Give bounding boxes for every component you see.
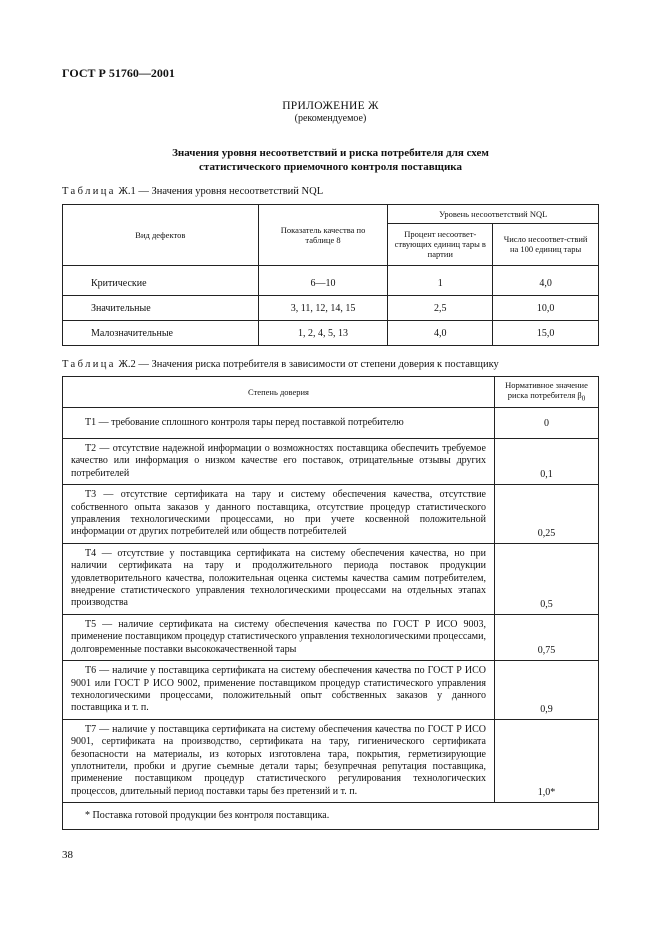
percent-value: 1 [388,266,493,296]
appendix-heading [0,146,661,174]
risk-value: 0,75 [495,614,599,660]
risk-value: 1,0* [495,719,599,802]
trust-description: Т6 — наличие у поставщика сертификата на систему обеспечения качества по ГОСТ Р ИСО 9001 или ГОСТ Р ИСО 9002, применение поставщиком процедур статистического управления технологическими процессами, положительный опыт собственных заказов у данного поставщика и т. п. [63,661,495,720]
per100-value: 10,0 [493,296,599,321]
risk-value: 0,1 [495,439,599,485]
footnote-row [63,803,599,830]
header-percent: Процент несоответ-ствующих единиц тары в партии [388,223,493,265]
consumer-risk-table [62,376,599,830]
table-row [63,485,599,544]
header-risk-value [495,377,599,408]
table-row [63,543,599,614]
header-risk-subscript: 0 [581,394,586,403]
quality-index: 3, 11, 12, 14, 15 [258,296,388,321]
nql-table [62,204,599,346]
table-row [63,408,599,439]
heading-line-2: статистического приемочного контроля поставщика [199,161,462,173]
risk-value: 0,9 [495,661,599,720]
trust-description: Т3 — отсутствие сертификата на тару и систему обеспечения качества, отсутствие собственного опыта заказов у данного поставщика, отсутствие процедур статистического управления технологическими процессами, но при учете косвенной положительной информации от других потребителей или обществ потребителей [63,485,495,544]
table2-caption-text: Ж.2 — Значения риска потребителя в зависимости от степени доверия к поставщику [115,359,499,370]
trust-description: Т5 — наличие сертификата на систему обеспечения качества по ГОСТ Р ИСО 9003, применение поставщиком процедур статистического управления технологическими процессами, долговременные поставки высококачественной тары [63,614,495,660]
risk-value: 0,5 [495,543,599,614]
quality-index: 1, 2, 4, 5, 13 [258,321,388,346]
appendix-title: ПРИЛОЖЕНИЕ Ж [282,100,379,112]
header-per100: Число несоответ-ствий на 100 единиц тары [493,223,599,265]
header-nql-level: Уровень несоответствий NQL [388,205,599,224]
table-row [63,296,599,321]
header-defect-type: Вид дефектов [63,205,259,266]
table2-caption-word: Таблица [62,359,116,370]
per100-value: 15,0 [493,321,599,346]
table-row [63,661,599,720]
table2-caption [62,359,499,370]
trust-description: Т2 — отсутствие надежной информации о возможностях поставщика обеспечить требуемое качество или информация о низком качестве его поставок, отрицательные отзывы других потребителей [63,439,495,485]
percent-value: 2,5 [388,296,493,321]
header-trust-level: Степень доверия [63,377,495,408]
table1-caption-word: Таблица [62,186,116,197]
document-code: ГОСТ Р 51760—2001 [62,66,175,80]
footnote: * Поставка готовой продукции без контроля поставщика. [63,803,599,830]
appendix-subtitle: (рекомендуемое) [294,113,367,124]
defect-name: Значительные [63,296,259,321]
trust-description: Т1 — требование сплошного контроля тары перед поставкой потребителю [63,408,495,439]
table-row [63,321,599,346]
defect-name: Критические [63,266,259,296]
heading-line-1: Значения уровня несоответствий и риска потребителя для схем [172,147,489,159]
table1-caption-text: Ж.1 — Значения уровня несоответствий NQL [115,186,324,197]
table-row [63,719,599,802]
defect-name: Малозначительные [63,321,259,346]
table-row [63,439,599,485]
quality-index: 6—10 [258,266,388,296]
header-quality-index: Показатель качества по таблице 8 [258,205,388,266]
header-risk-text: Нормативное значение риска потребителя β [505,380,588,401]
table1-caption [62,186,323,197]
risk-value: 0,25 [495,485,599,544]
trust-description: Т4 — отсутствие у поставщика сертификата на систему обеспечения качества, но при наличии сертификата на тару и продолжительного периода поставок продукции удовлетворительного качества, положительная оценка системы качества самим потребителем, внедрение статистического управления технологическими процессами на отдельных этапах производства [63,543,495,614]
table-row [63,614,599,660]
per100-value: 4,0 [493,266,599,296]
risk-value: 0 [495,408,599,439]
page-number: 38 [62,849,73,861]
table-row [63,266,599,296]
percent-value: 4,0 [388,321,493,346]
trust-description: Т7 — наличие у поставщика сертификата на систему обеспечения качества по ГОСТ Р ИСО 9001, сертификата на производство, сертификата на тару, гигиенического сертификата безопасности на материалы, из которых изготовлена тара, покрытия, герметизирующие уплотнители, пробки и другие съемные детали тары; безупречная репутация поставщика, применение поставщиком процедур статистического регулирования технологических процессов, длительный период поставки тары без претензий и т. п. [63,719,495,802]
